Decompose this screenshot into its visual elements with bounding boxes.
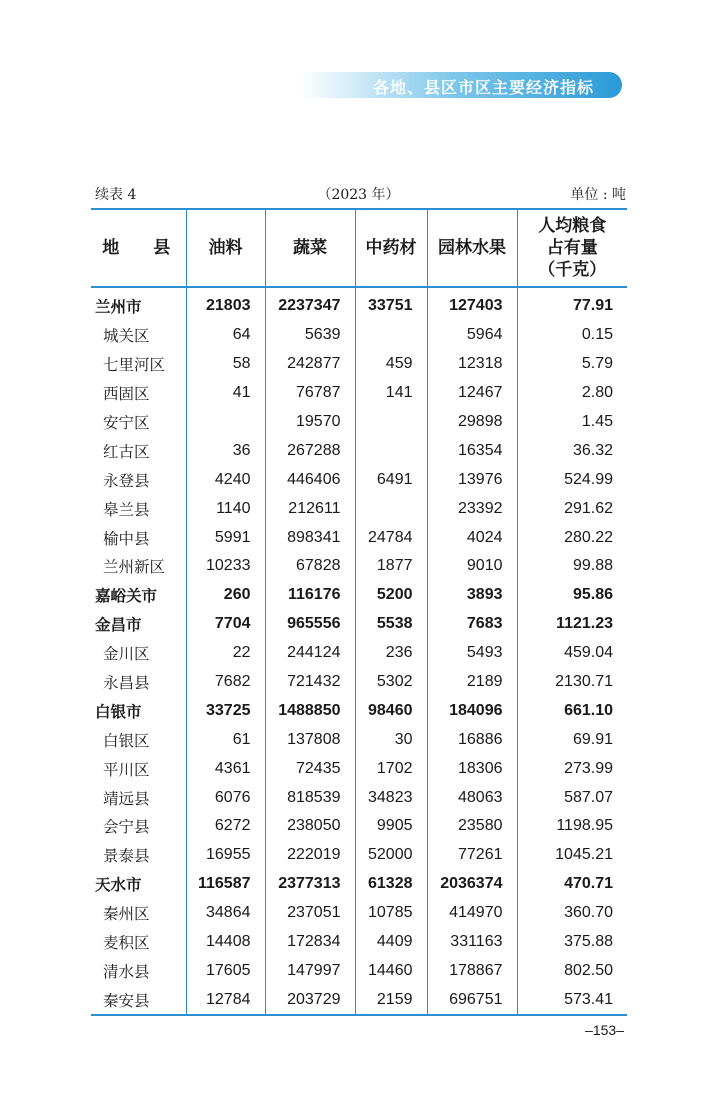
vegetables-cell: 965556 [265,610,355,639]
orchard-fruit-cell: 3893 [427,581,517,610]
vegetables-cell: 242877 [265,350,355,379]
orchard-fruit-cell: 7683 [427,610,517,639]
orchard-fruit-cell: 9010 [427,552,517,581]
medicinal-herbs-cell [355,494,427,523]
grain-per-capita-cell: 360.70 [517,899,627,928]
district-row [91,408,627,437]
vegetables-cell: 76787 [265,379,355,408]
grain-per-capita-cell: 95.86 [517,581,627,610]
vegetables-cell: 267288 [265,436,355,465]
orchard-fruit-cell: 4024 [427,523,517,552]
orchard-fruit-cell: 331163 [427,928,517,957]
header-grain-per-capita: 人均粮食 占有量 （千克） [517,209,627,287]
region-name-cell: 嘉峪关市 [95,587,158,606]
region-name-cell: 永昌县 [103,674,150,693]
vegetables-cell: 203729 [265,985,355,1015]
city-row [91,870,627,899]
region-name-cell: 榆中县 [103,529,150,548]
table-caption [91,184,626,204]
oilseed-cell: 5991 [186,523,265,552]
medicinal-herbs-cell: 2159 [355,985,427,1015]
section-banner [300,72,622,98]
medicinal-herbs-cell: 9905 [355,812,427,841]
header-orchard-fruit: 园林水果 [427,209,517,287]
region-name-cell: 皋兰县 [103,500,150,519]
district-row [91,523,627,552]
medicinal-herbs-cell: 14460 [355,956,427,985]
medicinal-herbs-cell: 5200 [355,581,427,610]
oilseed-cell: 61 [186,725,265,754]
table-unit: 单位 : 吨 [570,187,626,203]
medicinal-herbs-cell: 30 [355,725,427,754]
orchard-fruit-cell: 414970 [427,899,517,928]
orchard-fruit-cell: 127403 [427,287,517,321]
medicinal-herbs-cell: 6491 [355,465,427,494]
medicinal-herbs-cell: 34823 [355,783,427,812]
orchard-fruit-cell: 13976 [427,465,517,494]
region-name-cell: 七里河区 [103,356,166,375]
orchard-fruit-cell: 29898 [427,408,517,437]
region-name-cell: 兰州新区 [103,558,166,577]
vegetables-cell: 67828 [265,552,355,581]
district-row [91,725,627,754]
region-name-cell: 白银区 [103,731,150,750]
orchard-fruit-cell: 2036374 [427,870,517,899]
vegetables-cell: 137808 [265,725,355,754]
region-name-cell: 兰州市 [95,298,142,317]
district-row [91,812,627,841]
medicinal-herbs-cell [355,436,427,465]
vegetables-cell: 237051 [265,899,355,928]
vegetables-cell: 212611 [265,494,355,523]
oilseed-cell: 34864 [186,899,265,928]
page-number: –153– [585,1022,624,1038]
city-row [91,287,627,321]
grain-per-capita-cell: 524.99 [517,465,627,494]
district-row [91,956,627,985]
vegetables-cell: 172834 [265,928,355,957]
oilseed-cell: 33725 [186,696,265,725]
vegetables-cell: 244124 [265,639,355,668]
table-header-row [91,209,627,287]
oilseed-cell: 1140 [186,494,265,523]
district-row [91,928,627,957]
district-row [91,552,627,581]
grain-per-capita-cell: 375.88 [517,928,627,957]
grain-per-capita-cell: 2.80 [517,379,627,408]
orchard-fruit-cell: 2189 [427,668,517,697]
region-name-cell: 城关区 [103,327,150,346]
city-row [91,610,627,639]
grain-per-capita-cell: 2130.71 [517,668,627,697]
medicinal-herbs-cell [355,321,427,350]
oilseed-cell: 16955 [186,841,265,870]
vegetables-cell: 818539 [265,783,355,812]
district-row [91,321,627,350]
grain-per-capita-cell: 661.10 [517,696,627,725]
header-region: 地 县 [91,209,186,287]
orchard-fruit-cell: 184096 [427,696,517,725]
grain-per-capita-cell: 69.91 [517,725,627,754]
city-row [91,696,627,725]
vegetables-cell: 1488850 [265,696,355,725]
orchard-fruit-cell: 12467 [427,379,517,408]
orchard-fruit-cell: 178867 [427,956,517,985]
orchard-fruit-cell: 16886 [427,725,517,754]
vegetables-cell: 2237347 [265,287,355,321]
economic-indicators-table [91,208,627,1016]
grain-per-capita-cell: 802.50 [517,956,627,985]
orchard-fruit-cell: 5493 [427,639,517,668]
region-name-cell: 永登县 [103,471,150,490]
medicinal-herbs-cell: 236 [355,639,427,668]
medicinal-herbs-cell: 33751 [355,287,427,321]
orchard-fruit-cell: 5964 [427,321,517,350]
oilseed-cell: 36 [186,436,265,465]
grain-per-capita-cell: 77.91 [517,287,627,321]
district-row [91,379,627,408]
oilseed-cell: 7682 [186,668,265,697]
oilseed-cell: 58 [186,350,265,379]
district-row [91,985,627,1015]
district-row [91,494,627,523]
vegetables-cell: 898341 [265,523,355,552]
medicinal-herbs-cell: 1702 [355,754,427,783]
district-row [91,783,627,812]
district-row [91,639,627,668]
vegetables-cell: 2377313 [265,870,355,899]
district-row [91,668,627,697]
district-row [91,754,627,783]
oilseed-cell: 7704 [186,610,265,639]
district-row [91,899,627,928]
grain-per-capita-cell: 573.41 [517,985,627,1015]
oilseed-cell: 64 [186,321,265,350]
oilseed-cell: 14408 [186,928,265,957]
district-row [91,436,627,465]
region-name-cell: 麦积区 [103,934,150,953]
oilseed-cell: 6076 [186,783,265,812]
oilseed-cell: 12784 [186,985,265,1015]
header-medicinal-herbs: 中药材 [355,209,427,287]
grain-per-capita-cell: 1121.23 [517,610,627,639]
district-row [91,841,627,870]
medicinal-herbs-cell: 5302 [355,668,427,697]
medicinal-herbs-cell: 5538 [355,610,427,639]
region-name-cell: 景泰县 [103,847,150,866]
medicinal-herbs-cell [355,408,427,437]
grain-per-capita-cell: 1.45 [517,408,627,437]
table-number: 续表 4 [95,187,137,203]
region-name-cell: 天水市 [95,876,142,895]
orchard-fruit-cell: 77261 [427,841,517,870]
orchard-fruit-cell: 696751 [427,985,517,1015]
oilseed-cell [186,408,265,437]
grain-per-capita-cell: 1198.95 [517,812,627,841]
medicinal-herbs-cell: 52000 [355,841,427,870]
oilseed-cell: 260 [186,581,265,610]
oilseed-cell: 6272 [186,812,265,841]
vegetables-cell: 19570 [265,408,355,437]
grain-per-capita-cell: 459.04 [517,639,627,668]
grain-per-capita-cell: 470.71 [517,870,627,899]
oilseed-cell: 41 [186,379,265,408]
vegetables-cell: 72435 [265,754,355,783]
grain-per-capita-cell: 99.88 [517,552,627,581]
vegetables-cell: 147997 [265,956,355,985]
region-name-cell: 红古区 [103,442,150,461]
city-row [91,581,627,610]
vegetables-cell: 721432 [265,668,355,697]
grain-per-capita-cell: 273.99 [517,754,627,783]
region-name-cell: 秦州区 [103,905,150,924]
region-name-cell: 金川区 [103,645,150,664]
oilseed-cell: 17605 [186,956,265,985]
orchard-fruit-cell: 12318 [427,350,517,379]
oilseed-cell: 116587 [186,870,265,899]
medicinal-herbs-cell: 98460 [355,696,427,725]
oilseed-cell: 21803 [186,287,265,321]
header-oilseed: 油料 [186,209,265,287]
grain-per-capita-cell: 36.32 [517,436,627,465]
oilseed-cell: 22 [186,639,265,668]
region-name-cell: 安宁区 [103,414,150,432]
medicinal-herbs-cell: 4409 [355,928,427,957]
oilseed-cell: 4240 [186,465,265,494]
medicinal-herbs-cell: 141 [355,379,427,408]
region-name-cell: 西固区 [103,385,150,404]
medicinal-herbs-cell: 24784 [355,523,427,552]
medicinal-herbs-cell: 10785 [355,899,427,928]
district-row [91,350,627,379]
region-name-cell: 清水县 [103,962,150,981]
region-name-cell: 平川区 [103,760,150,779]
orchard-fruit-cell: 23580 [427,812,517,841]
table-body [91,287,627,1015]
vegetables-cell: 116176 [265,581,355,610]
district-row [91,465,627,494]
header-vegetables: 蔬菜 [265,209,355,287]
region-name-cell: 金昌市 [95,616,142,635]
oilseed-cell: 4361 [186,754,265,783]
orchard-fruit-cell: 16354 [427,436,517,465]
vegetables-cell: 446406 [265,465,355,494]
grain-per-capita-cell: 587.07 [517,783,627,812]
vegetables-cell: 5639 [265,321,355,350]
oilseed-cell: 10233 [186,552,265,581]
region-name-cell: 白银市 [95,702,142,721]
orchard-fruit-cell: 23392 [427,494,517,523]
medicinal-herbs-cell: 459 [355,350,427,379]
grain-per-capita-cell: 1045.21 [517,841,627,870]
section-title: 各地、县区市区主要经济指标 [372,78,594,97]
vegetables-cell: 238050 [265,812,355,841]
grain-per-capita-cell: 291.62 [517,494,627,523]
grain-per-capita-cell: 0.15 [517,321,627,350]
orchard-fruit-cell: 48063 [427,783,517,812]
grain-per-capita-cell: 5.79 [517,350,627,379]
region-name-cell: 秦安县 [91,985,186,1015]
grain-per-capita-cell: 280.22 [517,523,627,552]
region-name-cell: 会宁县 [103,818,150,837]
medicinal-herbs-cell: 61328 [355,870,427,899]
table-year: （2023 年） [317,187,400,203]
medicinal-herbs-cell: 1877 [355,552,427,581]
region-name-cell: 靖远县 [103,789,150,808]
vegetables-cell: 222019 [265,841,355,870]
orchard-fruit-cell: 18306 [427,754,517,783]
